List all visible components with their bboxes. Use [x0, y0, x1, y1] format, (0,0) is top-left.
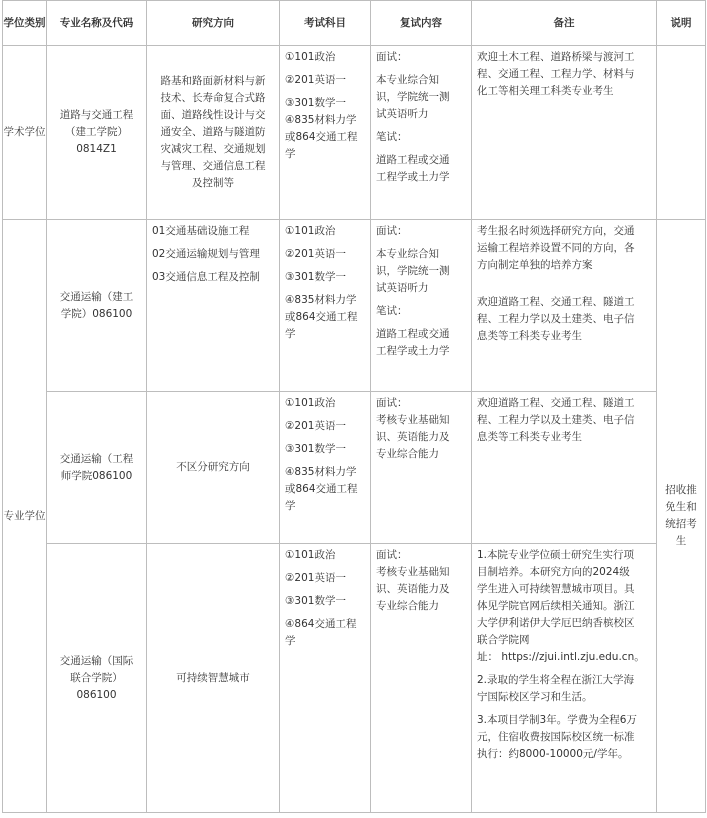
- major-cell: 道路与交通工程 （建工学院） 0814Z1: [47, 46, 147, 220]
- header-remark: 说明: [657, 1, 706, 46]
- header-row: [3, 1, 706, 46]
- header-major: 专业名称及代码: [47, 1, 147, 46]
- major-cell: 交通运输（工程 师学院086100: [47, 392, 147, 544]
- direction-cell: 不区分研究方向: [147, 392, 280, 544]
- major-cell: 交通运输（国际 联合学院） 086100: [47, 544, 147, 813]
- table-row: [3, 220, 706, 392]
- table-row: [3, 544, 706, 813]
- subjects-cell: ①101政治 ②201英语一 ③301数学一 ④835材料力学 或864交通工程 学: [280, 220, 371, 392]
- remark-cell: 招收推 免生和 统招考 生: [657, 220, 706, 813]
- header-retest: 复试内容: [371, 1, 472, 46]
- category-cell: 专业学位: [3, 220, 47, 813]
- notes-cell: 考生报名时须选择研究方向，交通 运输工程培养设置不同的方向，各 方向制定单独的培养方案 欢迎道路工程、交通工程、隧道工 程、工程力学以及土建类、电子信 息类等工科类专业考生: [472, 220, 657, 392]
- admissions-table: [2, 0, 706, 813]
- retest-cell: 面试： 考核专业基础知 识、英语能力及 专业综合能力: [371, 544, 472, 813]
- subjects-cell: ①101政治 ②201英语一 ③301数学一 ④864交通工程 学: [280, 544, 371, 813]
- remark-cell-empty: [657, 46, 706, 220]
- retest-cell: 面试： 本专业综合知 识，学院统一测 试英语听力 笔试： 道路工程或交通 工程学或土力学: [371, 46, 472, 220]
- table-row: [3, 46, 706, 220]
- subjects-cell: ①101政治 ②201英语一 ③301数学一 ④835材料力学 或864交通工程 学: [280, 392, 371, 544]
- direction-cell: 01交通基础设施工程 02交通运输规划与管理 03交通信息工程及控制: [147, 220, 280, 392]
- notes-cell: 1.本院专业学位硕士研究生实行项 目制培养。本研究方向的2024级 学生进入可持续智慧城市项目。具 体见学院官网后续相关通知。浙江 大学伊利诺伊大学厄巴纳香槟校区 联合学院网 址： https://zjui.intl.zju.edu.cn。 2.录取的学生将全程在浙江大学海 宁国际校区学习和生活。 3.本项目学制3年。学费为全程6万 元，住宿收费按国际校区统一标准 执行：约8000-10000元/学年。: [472, 544, 657, 813]
- header-direction: 研究方向: [147, 1, 280, 46]
- direction-cell: 可持续智慧城市: [147, 544, 280, 813]
- major-cell: 交通运输（建工 学院）086100: [47, 220, 147, 392]
- notes-cell: 欢迎土木工程、道路桥梁与渡河工 程、交通工程、工程力学、材料与 化工等相关理工科类专业考生: [472, 46, 657, 220]
- retest-cell: 面试： 本专业综合知 识，学院统一测 试英语听力 笔试： 道路工程或交通 工程学或土力学: [371, 220, 472, 392]
- header-category: 学位类别: [3, 1, 47, 46]
- subjects-cell: ①101政治 ②201英语一 ③301数学一 ④835材料力学 或864交通工程 学: [280, 46, 371, 220]
- category-cell: 学术学位: [3, 46, 47, 220]
- header-notes: 备注: [472, 1, 657, 46]
- header-subjects: 考试科目: [280, 1, 371, 46]
- notes-cell: 欢迎道路工程、交通工程、隧道工 程、工程力学以及土建类、电子信 息类等工科类专业考生: [472, 392, 657, 544]
- direction-cell: 路基和路面新材料与新 技术、长寿命复合式路 面、道路线性设计与交 通安全、道路与隧道防 灾减灾工程、交通规划 与管理、交通信息工程 及控制等: [147, 46, 280, 220]
- table-row: [3, 392, 706, 544]
- zjui-url-text: 址： https://zjui.intl.zju.edu.cn。: [477, 651, 645, 663]
- retest-cell: 面试： 考核专业基础知 识、英语能力及 专业综合能力: [371, 392, 472, 544]
